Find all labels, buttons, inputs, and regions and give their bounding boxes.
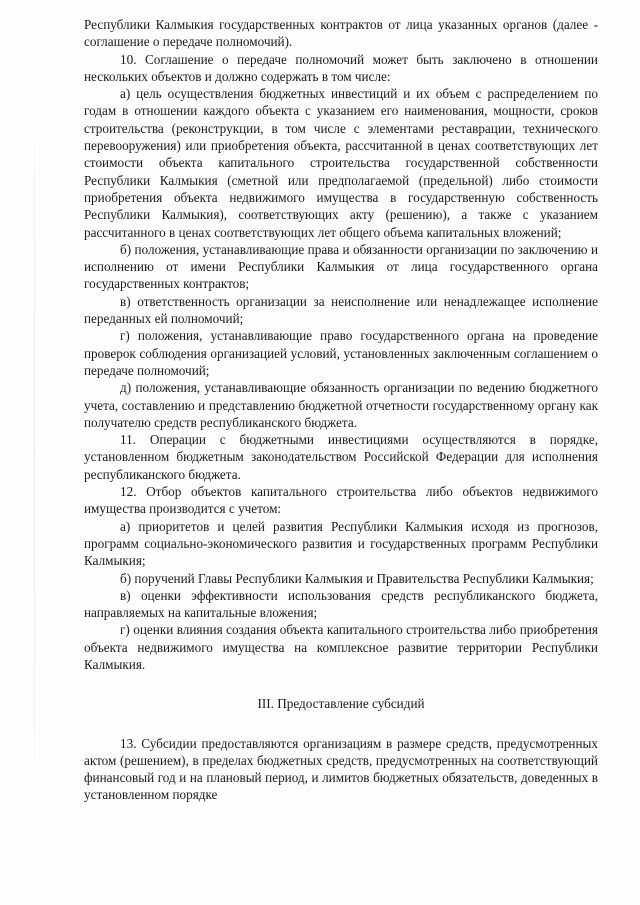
paragraph-10a: а) цель осуществления бюджетных инвестиций и их объем с распределением по годам в отношении каждого объекта с указанием его наименования, мощности, сроков строительства (реконструкции, в том числе с элементами реставрации, технического перевооружения) или приобретения объекта, рассчитанной в ценах соответствующих лет стоимости объекта капитального строительства государственной собственности Республики Калмыкия (сметной или предполагаемой (предельной) либо стоимости приобретения объекта недвижимого имущества в государственную собственность Республики Калмыкия), соответствующих акту (решению), а также с указанием рассчитанного в ценах соответствующих лет общего объема капитальных вложений;	[84, 86, 598, 240]
paragraph-10v: в) ответственность организации за неисполнение или ненадлежащее исполнение переданных ей полномочий;	[84, 293, 598, 327]
paragraph-10: 10. Соглашение о передаче полномочий может быть заключено в отношении нескольких объектов и должно содержать в том числе:	[84, 51, 598, 84]
section-heading: III. Предоставление субсидий	[257, 696, 425, 712]
paragraph-10b: б) положения, устанавливающие права и обязанности организации по заключению и исполнению от имени Республики Калмыкия от лица государственного органа государственных контрактов;	[84, 241, 598, 292]
paragraph-13: 13. Субсидии предоставляются организациям в размере средств, предусмотренных актом (решением), в пределах бюджетных средств, предусмотренных на соответствующий финансовый год и на плановый период, и лимитов бюджетных обязательств, доведенных в установленном порядке	[84, 735, 598, 803]
paragraph-12a: а) приоритетов и целей развития Республики Калмыкия исходя из прогнозов, программ социально-экономического развития и государственных программ Республики Калмыкия;	[84, 518, 598, 569]
paragraph-11: 11. Операции с бюджетными инвестициями осуществляются в порядке, установленном бюджетным законодательством Российской Федерации для исполнения республиканского бюджета.	[84, 432, 598, 482]
paragraph-12: 12. Отбор объектов капитального строительства либо объектов недвижимого имущества производится с учетом:	[84, 484, 598, 517]
scan-margin-line	[34, 0, 35, 905]
paragraph-continuation: Республики Калмыкия государственных контрактов от лица указанных органов (далее - соглашение о передаче полномочий).	[84, 17, 598, 50]
paragraph-12v: в) оценки эффективности использования средств республиканского бюджета, направляемых на капитальные вложения;	[84, 587, 598, 621]
paragraph-10d: д) положения, устанавливающие обязанность организации по ведению бюджетного учета, составлению и представлению бюджетной отчетности государственному органу как получателю средств республиканского бюджета.	[84, 380, 598, 430]
paragraph-12g: г) оценки влияния создания объекта капитального строительства либо приобретения объекта недвижимого имущества на комплексное развитие территории Республики Калмыкия.	[84, 622, 598, 672]
document-body	[84, 16, 598, 804]
paragraph-12b: б) поручений Главы Республики Калмыкия и Правительства Республики Калмыкия;	[120, 570, 594, 586]
paragraph-10g: г) положения, устанавливающие право государственного органа на проведение проверок соблюдения организацией условий, установленных заключенным соглашением о передаче полномочий;	[84, 328, 598, 378]
